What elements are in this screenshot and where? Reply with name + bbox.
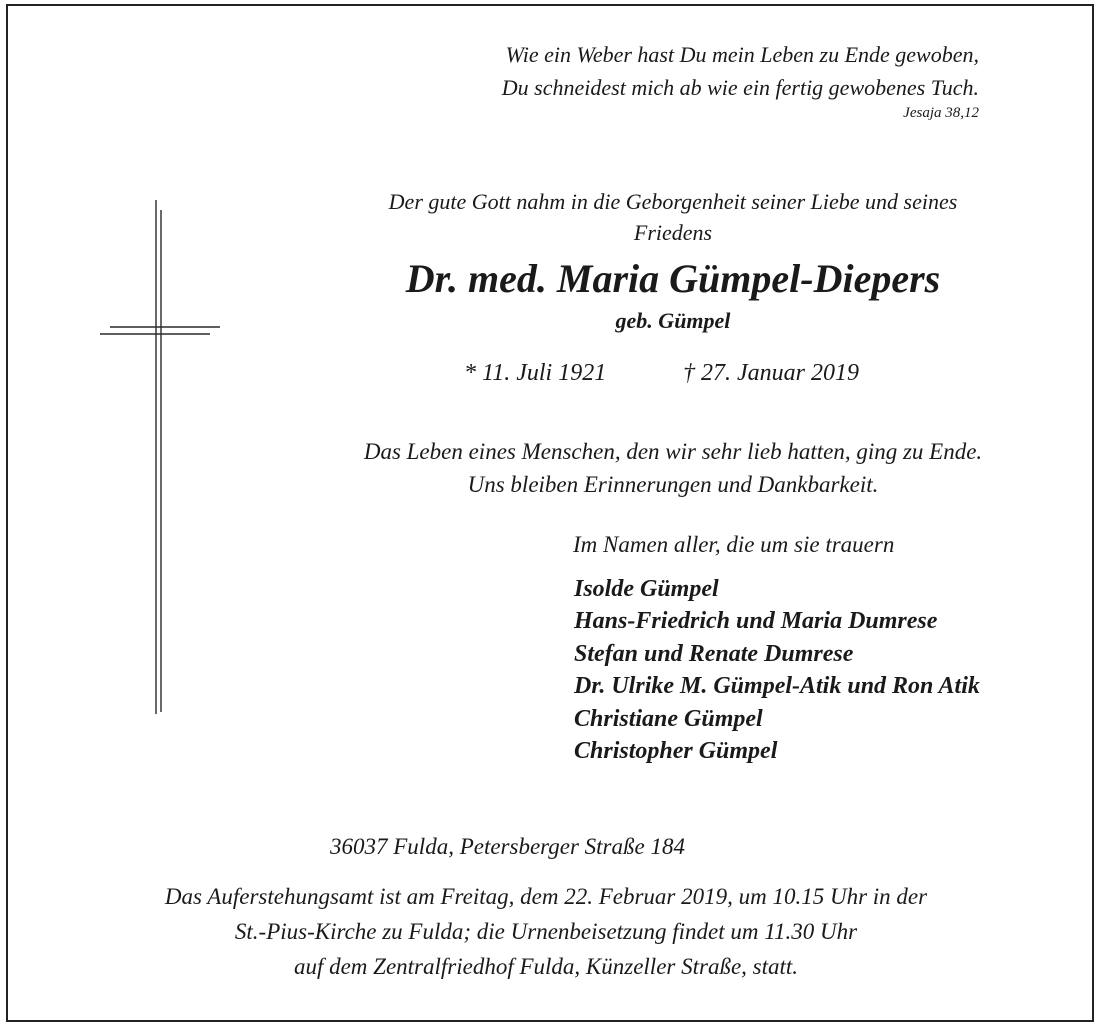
mourner-name: Christiane Gümpel [574,705,763,732]
deceased-name: Dr. med. Maria Gümpel-Diepers [405,256,941,301]
service-line: auf dem Zentralfriedhof Fulda, Künzeller Straße, statt. [293,954,799,979]
intro-line: Der gute Gott nahm in die Geborgenheit seiner Liebe und seines [388,189,958,214]
mourner-name: Christopher Gümpel [574,738,778,765]
service-line: Das Auferstehungsamt ist am Freitag, dem 22. Februar 2019, um 10.15 Uhr in der [164,884,928,909]
verse-line: Wie ein Weber hast Du mein Leben zu Ende gewoben, [505,42,979,67]
verse-reference: Jesaja 38,12 [903,105,979,121]
mourner-name: Hans-Friedrich und Maria Dumrese [574,608,938,635]
address: 36037 Fulda, Petersberger Straße 184 [330,834,685,859]
intro-text [290,186,1056,248]
closing-line: Das Leben eines Menschen, den wir sehr lieb hatten, ging zu Ende. [363,439,983,464]
mourners-list [574,573,980,767]
death-date: † 27. Januar 2019 [683,360,859,386]
closing-text [290,435,1056,501]
service-info [40,879,1052,984]
mourner-name: Dr. Ulrike M. Gümpel-Atik und Ron Atik [574,673,980,700]
intro-line: Friedens [633,220,713,245]
mourner-name: Isolde Gümpel [574,576,719,602]
verse-line: Du schneidest mich ab wie ein fertig gewobenes Tuch. [501,75,979,100]
mourner-name: Stefan und Renate Dumrese [574,640,854,667]
birth-name: geb. Gümpel [615,308,731,333]
service-line: St.-Pius-Kirche zu Fulda; die Urnenbeisetzung findet um 11.30 Uhr [234,919,858,944]
closing-line: Uns bleiben Erinnerungen und Dankbarkeit. [467,472,879,497]
verse-quote [502,38,979,104]
birth-date: * 11. Juli 1921 [464,360,607,386]
mourners-intro: Im Namen aller, die um sie trauern [573,532,895,557]
cross-icon [98,200,222,714]
